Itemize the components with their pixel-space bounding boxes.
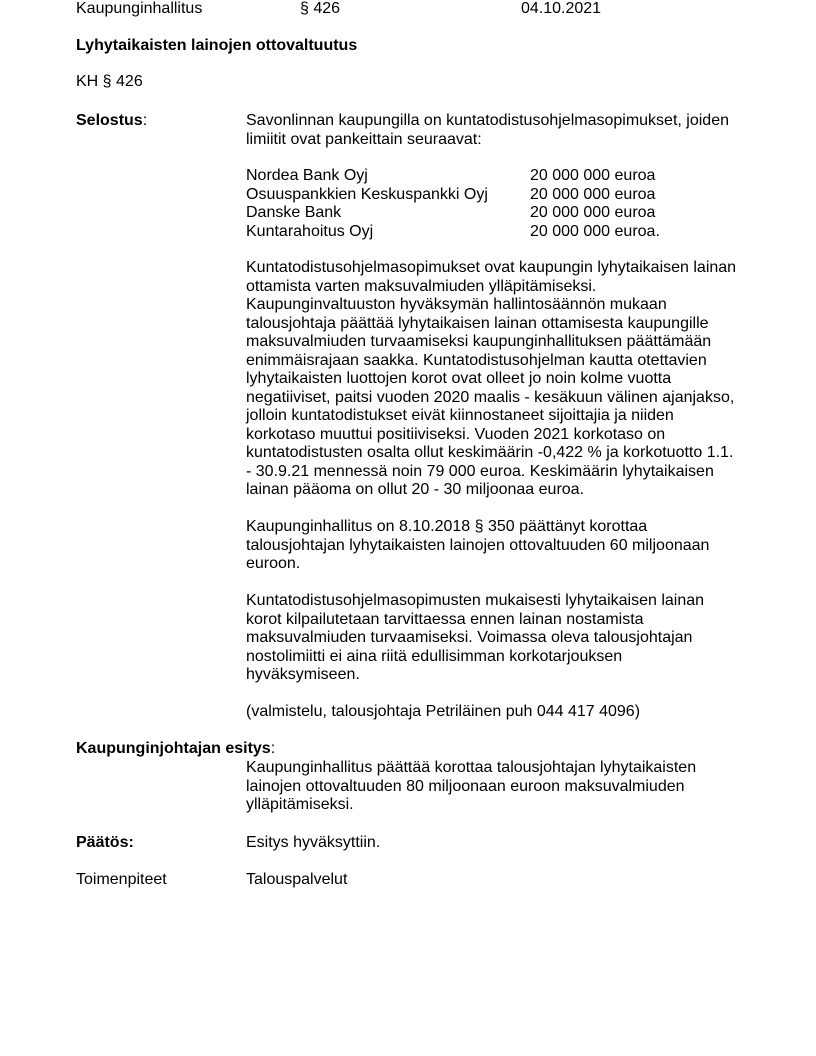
- paragraph-line: Kuntatodistusohjelmasopimukset ovat kaupungin lyhytaikaisen lainan: [246, 259, 737, 276]
- section-reference: KH § 426: [76, 73, 143, 90]
- paragraph-line: maksuvalmiuden turvaamiseksi kaupunginhallituksen päättämään: [246, 333, 712, 350]
- actions-text: Talouspalvelut: [246, 871, 348, 888]
- paragraph-line: Kuntatodistusohjelmasopimusten mukaisesti lyhytaikaisen lainan: [246, 592, 705, 609]
- proposal-label-colon: :: [270, 740, 276, 757]
- paragraph-line: euroon.: [246, 555, 301, 572]
- paragraph-line: talousjohtajan lyhytaikaisten lainojen ottovaltuuden 60 miljoonaan: [246, 536, 710, 554]
- proposal-line: ylläpitämiseksi.: [246, 796, 354, 813]
- bank-name: Kuntarahoitus Oyj: [246, 222, 374, 240]
- selostus-paragraph-1: [246, 259, 766, 500]
- intro-line: Savonlinnan kaupungilla on kuntatodistusohjelmasopimukset, joiden: [246, 112, 729, 129]
- bank-amount: 20 000 000 euroa: [530, 185, 656, 203]
- bank-row: [246, 186, 766, 205]
- selostus-label: [76, 112, 147, 131]
- paragraph-line: jolloin kuntatodistukset eivät kiinnostaneet sijoittajia ja niiden: [246, 407, 674, 424]
- paragraph-line: enimmäisrajaan saakka. Kuntatodistusohjelman kautta otettavien: [246, 351, 707, 369]
- preparer-note: (valmistelu, talousjohtaja Petriläinen puh 044 417 4096): [246, 703, 641, 720]
- bank-row: [246, 167, 766, 186]
- selostus-label-colon: :: [142, 112, 148, 129]
- bank-amount: 20 000 000 euroa: [530, 204, 656, 221]
- paragraph-line: hyväksymiseen.: [246, 666, 360, 683]
- paragraph-line: lainan pääoma on ollut 20 - 30 miljoonaa euroa.: [246, 481, 585, 498]
- bank-name: Danske Bank: [246, 204, 342, 221]
- bank-row: [246, 204, 766, 223]
- paragraph-line: talousjohtaja päättää lyhytaikaisen lainan ottamisesta kaupungille: [246, 314, 709, 332]
- paragraph-line: Kaupunginhallitus on 8.10.2018 § 350 päättänyt korottaa: [246, 518, 648, 535]
- proposal-label-text: Kaupunginjohtajan esitys: [76, 740, 271, 757]
- proposal-line: Kaupunginhallitus päättää korottaa talousjohtajan lyhytaikaisten: [246, 759, 697, 776]
- selostus-paragraph-2: [246, 518, 766, 574]
- paragraph-line: Kaupunginvaltuuston hyväksymän hallintosäännön mukaan: [246, 296, 667, 313]
- header-section: § 426: [300, 0, 341, 17]
- paragraph-line: - 30.9.21 mennessä noin 79 000 euroa. Keskimäärin lyhytaikaisen: [246, 462, 714, 480]
- paragraph-line: nostolimiitti ei aina riitä edullisimman korkotarjouksen: [246, 647, 623, 665]
- decision-text: Esitys hyväksyttiin.: [246, 834, 381, 851]
- paragraph-line: lyhytaikaisten luottojen korot ovat olleet jo noin kolme vuotta: [246, 370, 672, 387]
- decision-label: Päätös:: [76, 834, 134, 851]
- bank-amount: 20 000 000 euroa: [530, 167, 656, 184]
- paragraph-line: kuntatodistusten osalta ollut keskimäärin -0,422 % ja korkotuotto 1.1.: [246, 444, 734, 461]
- proposal-line: lainojen ottovaltuuden 80 miljoonaan euroon maksuvalmiuden: [246, 777, 685, 795]
- paragraph-line: ottamista varten maksuvalmiuden ylläpitämiseksi.: [246, 277, 597, 295]
- selostus-paragraph-3: [246, 592, 766, 685]
- selostus-label-text: Selostus: [76, 112, 143, 129]
- paragraph-line: korot kilpailutetaan tarvittaessa ennen lainan nostamista: [246, 610, 644, 628]
- bank-amount: 20 000 000 euroa.: [530, 222, 660, 240]
- proposal-text: [246, 759, 766, 815]
- document-title: Lyhytaikaisten lainojen ottovaltuutus: [76, 37, 358, 54]
- paragraph-line: negatiiviset, paitsi vuoden 2020 maalis - kesäkuun välinen ajanjakso,: [246, 388, 735, 406]
- header-date: 04.10.2021: [521, 0, 602, 17]
- bank-name: Nordea Bank Oyj: [246, 167, 368, 184]
- bank-name: Osuuspankkien Keskuspankki Oyj: [246, 185, 488, 203]
- bank-row: [246, 223, 766, 242]
- proposal-label: [76, 740, 275, 759]
- selostus-intro: [246, 112, 766, 149]
- intro-line: limiitit ovat pankeittain seuraavat:: [246, 130, 482, 148]
- actions-label: Toimenpiteet: [76, 871, 167, 888]
- paragraph-line: maksuvalmiuden turvaamiseksi. Voimassa oleva talousjohtajan: [246, 629, 693, 646]
- header-organ: Kaupunginhallitus: [76, 0, 203, 17]
- paragraph-line: korkotaso muuttui positiiviseksi. Vuoden 2021 korkotaso on: [246, 425, 666, 443]
